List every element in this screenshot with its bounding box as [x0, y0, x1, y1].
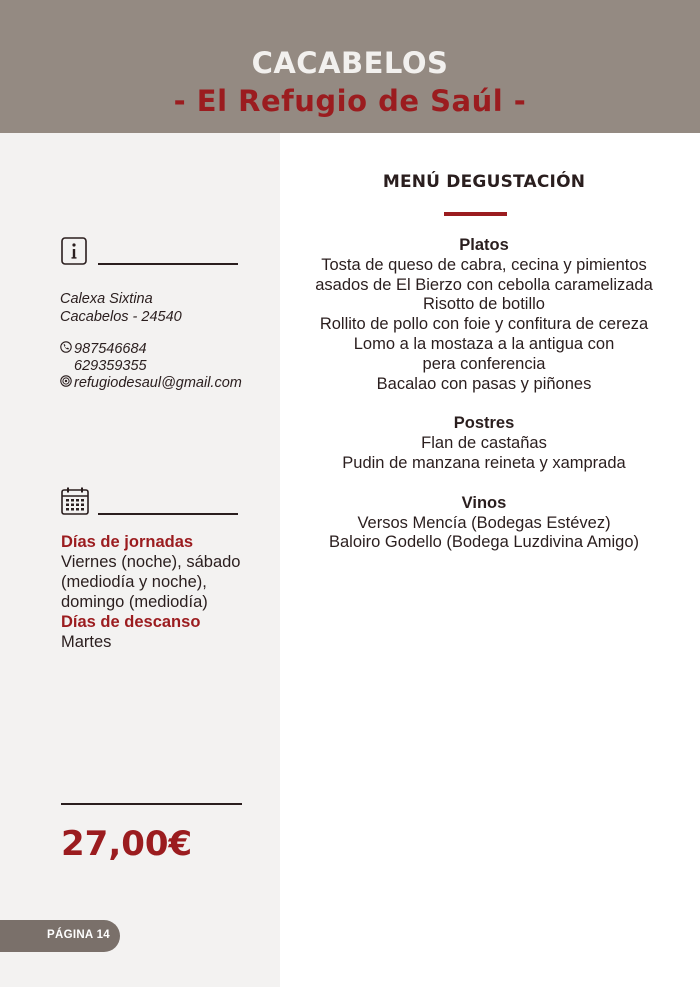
menu-item: Risotto de botillo [423, 295, 545, 314]
menu-price: 27,00€ [61, 824, 193, 864]
calendar-icon [61, 487, 89, 515]
schedule-divider [98, 513, 238, 515]
email-icon [60, 375, 74, 392]
days-value: Viernes (noche), sábado (mediodía y noche), domingo (mediodía) [61, 553, 241, 611]
menu-content [284, 236, 684, 553]
page-header [0, 0, 700, 133]
section-heading-vinos: Vinos [461, 493, 507, 512]
phone-line-1 [60, 341, 147, 358]
title-accent-bar [444, 212, 507, 216]
info-icon [61, 237, 87, 265]
info-divider [98, 263, 238, 265]
menu-item: Versos Mencía (Bodegas Estévez) [357, 513, 611, 532]
phone-line-2 [74, 358, 147, 375]
menu-item: Baloiro Godello (Bodega Luzdivina Amigo) [328, 533, 640, 552]
phone-1[interactable]: 987546684 [74, 341, 147, 357]
page-number: PÁGINA 14 [47, 929, 110, 941]
menu-item: Lomo a la mostaza a la antigua con pera conferencia [353, 334, 615, 373]
menu-item: Pudin de manzana reineta y xamprada [342, 453, 626, 472]
phone-2[interactable]: 629359355 [74, 358, 147, 374]
phone-icon [60, 341, 74, 358]
town-title: CACABELOS [251, 46, 449, 80]
address-line-2: Cacabelos - 24540 [60, 309, 182, 325]
menu-item: Tosta de queso de cabra, cecina y pimientos asados de El Bierzo con cebolla caramelizada [315, 255, 653, 294]
days-label: Días de jornadas [61, 533, 194, 551]
schedule-block [61, 532, 271, 652]
email-line [60, 375, 242, 392]
menu-item: Rollito de pollo con foie y confitura de cereza [319, 315, 649, 334]
section-heading-platos: Platos [459, 236, 509, 254]
menu-title: MENÚ DEGUSTACIÓN [382, 172, 586, 192]
rest-days-value: Martes [61, 633, 112, 651]
page-number-tab [0, 920, 120, 952]
section-heading-postres: Postres [453, 414, 515, 433]
restaurant-title: - El Refugio de Saúl - [173, 84, 527, 118]
rest-days-label: Días de descanso [61, 613, 201, 631]
address-line-1: Calexa Sixtina [60, 291, 153, 307]
menu-item: Bacalao con pasas y piñones [376, 374, 592, 393]
price-divider [61, 803, 242, 805]
menu-item: Flan de castañas [421, 434, 547, 453]
email-address[interactable]: refugiodesaul@gmail.com [74, 375, 242, 391]
